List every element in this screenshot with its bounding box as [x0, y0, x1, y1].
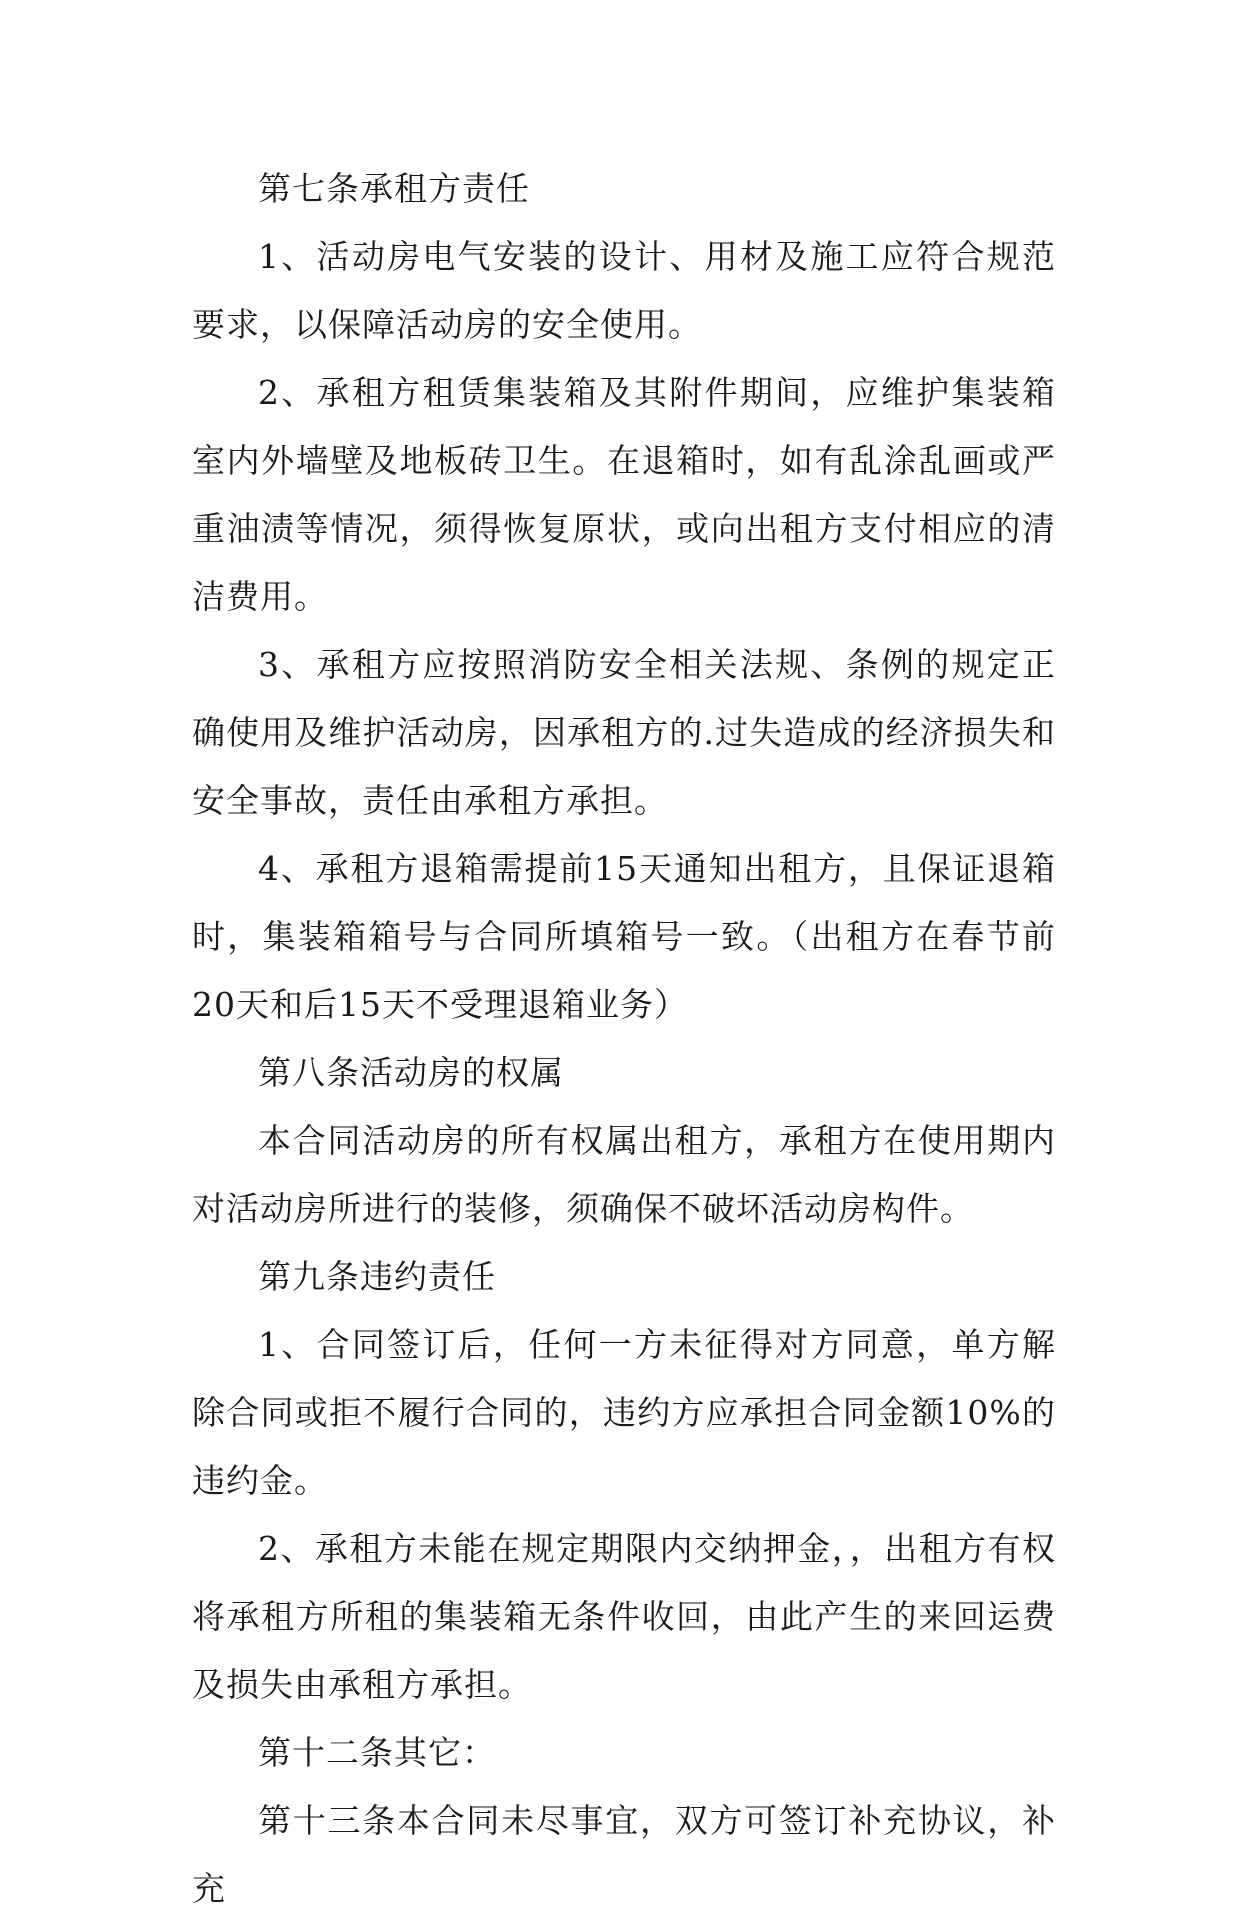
article-9-clause-2: 2、承租方未能在规定期限内交纳押金，，出租方有权将承租方所租的集装箱无条件收回，由此产生的来回运费及损失由承租方承担。: [192, 1529, 1056, 1704]
article-7-clause-4: 4、承租方退箱需提前15天通知出租方，且保证退箱时，集装箱箱号与合同所填箱号一致。（出租方在春节前20天和后15天不受理退箱业务）: [192, 849, 1056, 1024]
article-13-text: 第十三条本合同未尽事宜，双方可签订补充协议，补充: [192, 1801, 1056, 1908]
article-7-clause-2: 2、承租方租赁集装箱及其附件期间，应维护集装箱室内外墙壁及地板砖卫生。在退箱时，如有乱涂乱画或严重油渍等情况，须得恢复原状，或向出租方支付相应的清洁费用。: [192, 373, 1056, 616]
article-9-heading: 第九条违约责任: [258, 1257, 496, 1296]
article-9-clause-1: 1、合同签订后，任何一方未征得对方同意，单方解除合同或拒不履行合同的，违约方应承担合同金额10%的违约金。: [192, 1325, 1056, 1500]
article-8-text: 本合同活动房的所有权属出租方，承租方在使用期内对活动房所进行的装修，须确保不破坏活动房构件。: [192, 1121, 1056, 1228]
document-body: [192, 155, 1056, 1923]
article-8-heading: 第八条活动房的权属: [258, 1053, 564, 1092]
article-7-heading: 第七条承租方责任: [258, 169, 530, 208]
article-7-clause-3: 3、承租方应按照消防安全相关法规、条例的规定正确使用及维护活动房，因承租方的.过失造成的经济损失和安全事故，责任由承租方承担。: [192, 645, 1056, 820]
article-12-heading: 第十二条其它：: [258, 1733, 496, 1772]
article-7-clause-1: 1、活动房电气安装的设计、用材及施工应符合规范要求，以保障活动房的安全使用。: [192, 237, 1056, 344]
